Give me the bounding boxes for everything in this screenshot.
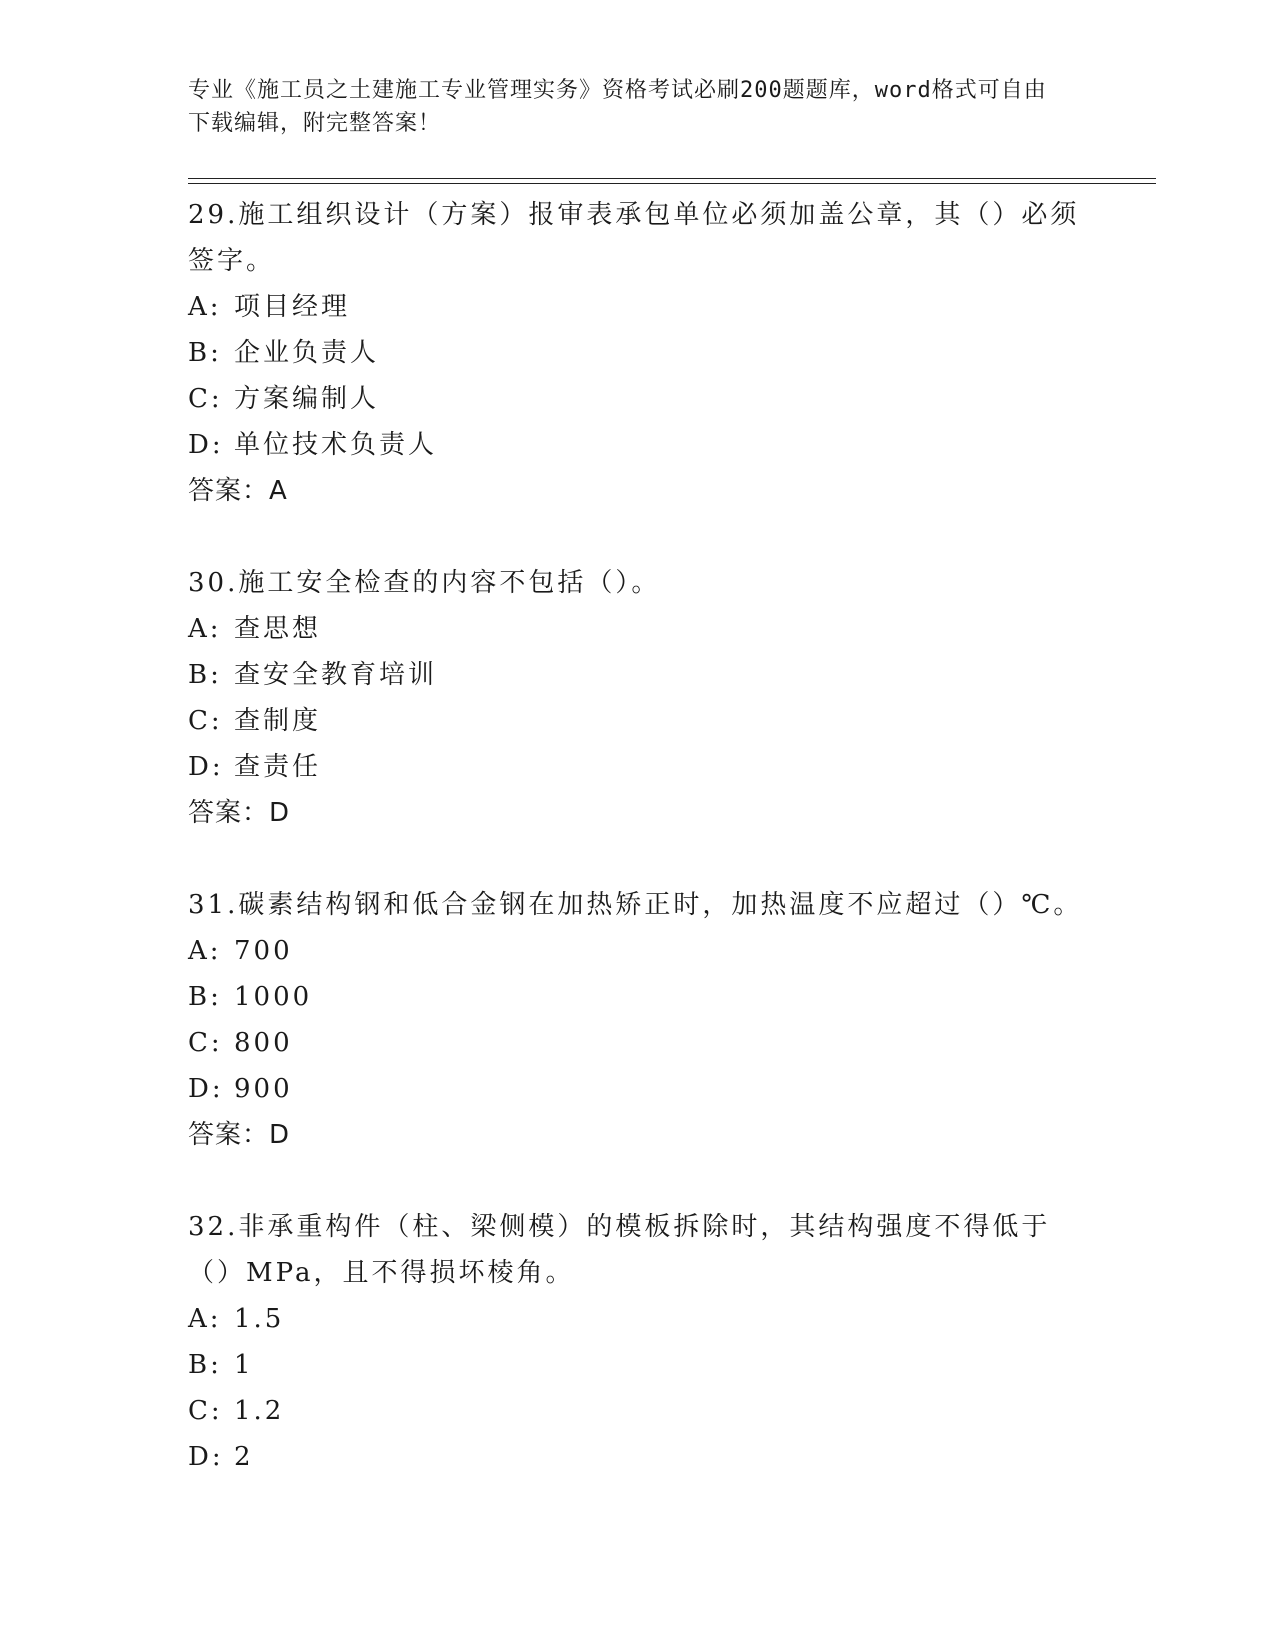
option-text: 查责任	[234, 752, 322, 782]
option-letter: D:	[188, 752, 224, 782]
option-text: 900	[234, 1074, 293, 1104]
option-a	[188, 284, 1088, 330]
option-text: 1.2	[234, 1396, 285, 1426]
option-text: 项目经理	[234, 292, 351, 322]
option-text: 2	[234, 1442, 254, 1472]
option-letter: B:	[188, 338, 222, 368]
option-text: 1000	[234, 982, 313, 1012]
option-a	[188, 928, 1088, 974]
header-divider-top	[188, 178, 1156, 179]
answer-label: 答案：D	[188, 798, 291, 828]
question-29	[188, 192, 1088, 514]
question-stem: 32.非承重构件（柱、梁侧模）的模板拆除时，其结构强度不得低于（）MPa，且不得损坏棱角。	[188, 1212, 1051, 1288]
option-a	[188, 606, 1088, 652]
answer-label: 答案：D	[188, 1120, 291, 1150]
question-31	[188, 882, 1088, 1158]
question-list	[188, 192, 1088, 1526]
option-letter: D:	[188, 430, 224, 460]
option-text: 查安全教育培训	[234, 660, 438, 690]
option-text: 查制度	[234, 706, 322, 736]
option-text: 方案编制人	[234, 384, 380, 414]
question-stem: 30.施工安全检查的内容不包括（）。	[188, 568, 661, 598]
document-header: 专业《施工员之土建施工专业管理实务》资格考试必刷200题题库，word格式可自由下载编辑，附完整答案！	[188, 78, 1047, 136]
option-text: 企业负责人	[234, 338, 380, 368]
question-30	[188, 560, 1088, 836]
option-b	[188, 974, 1088, 1020]
option-c	[188, 1388, 1088, 1434]
option-text: 查思想	[234, 614, 322, 644]
answer-label: 答案：A	[188, 476, 288, 506]
option-letter: B:	[188, 1350, 222, 1380]
option-d	[188, 1434, 1088, 1480]
option-letter: B:	[188, 660, 222, 690]
option-d	[188, 1066, 1088, 1112]
option-text: 1.5	[234, 1304, 285, 1334]
question-32	[188, 1204, 1088, 1480]
option-text: 700	[234, 936, 293, 966]
option-text: 1	[234, 1350, 254, 1380]
option-letter: D:	[188, 1442, 224, 1472]
option-c	[188, 376, 1088, 422]
option-letter: C:	[188, 706, 223, 736]
option-letter: C:	[188, 1028, 223, 1058]
option-c	[188, 698, 1088, 744]
question-stem: 31.碳素结构钢和低合金钢在加热矫正时，加热温度不应超过（）℃。	[188, 890, 1083, 920]
header-divider-bottom	[188, 183, 1156, 184]
option-d	[188, 422, 1088, 468]
option-b	[188, 330, 1088, 376]
option-d	[188, 744, 1088, 790]
option-text: 单位技术负责人	[234, 430, 438, 460]
option-text: 800	[234, 1028, 293, 1058]
option-a	[188, 1296, 1088, 1342]
option-b	[188, 1342, 1088, 1388]
option-letter: D:	[188, 1074, 224, 1104]
question-stem: 29.施工组织设计（方案）报审表承包单位必须加盖公章，其（）必须签字。	[188, 200, 1080, 276]
option-c	[188, 1020, 1088, 1066]
option-letter: B:	[188, 982, 222, 1012]
option-letter: A:	[188, 614, 222, 644]
option-letter: C:	[188, 1396, 223, 1426]
option-letter: A:	[188, 292, 222, 322]
option-letter: A:	[188, 1304, 222, 1334]
option-b	[188, 652, 1088, 698]
option-letter: A:	[188, 936, 222, 966]
option-letter: C:	[188, 384, 223, 414]
